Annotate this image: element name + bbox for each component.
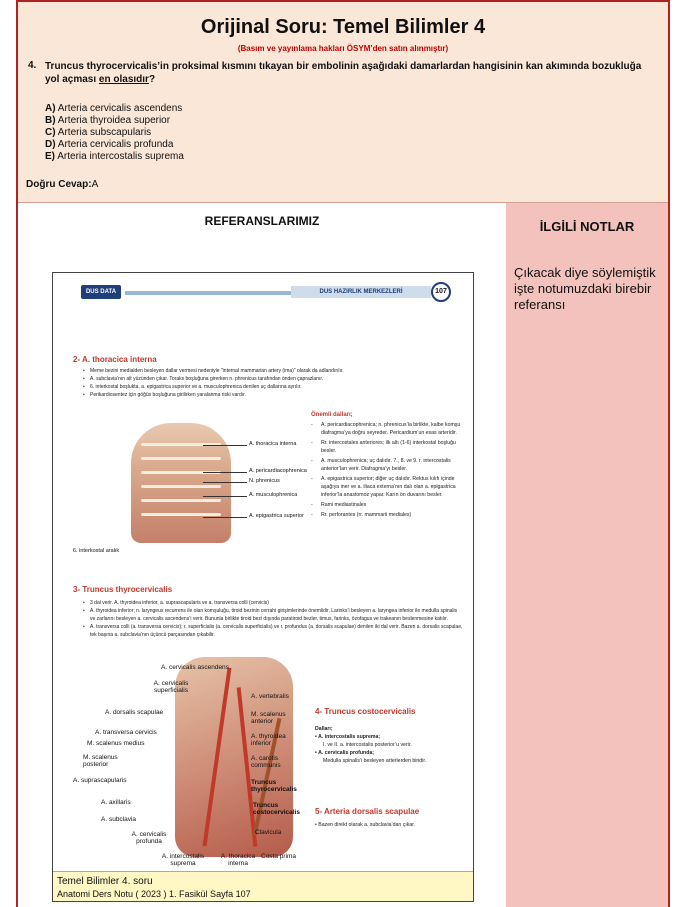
source-footer	[53, 871, 473, 902]
fig2-label: A. intercostalis suprema	[161, 853, 205, 867]
option-e: E) Arteria intercostalis suprema	[45, 151, 184, 162]
section1-bullets	[83, 367, 463, 399]
footer-line1: Temel Bilimler 4. soru	[57, 876, 153, 887]
section-truncus-costocervicalis: 4- Truncus costocervicalis	[315, 707, 416, 716]
fig2-label: A. dorsalis scapulae	[105, 709, 164, 716]
fig2-label: Clavicula	[255, 829, 282, 836]
list-item: • 3 dal verir. A. thyroidea inferior, a. suprascapularis ve a. transversa colli (cervicis)	[83, 599, 463, 607]
list-item: • Perikardiosentez için göğüs boşluğuna girilirken yaralanma riski vardır.	[83, 391, 463, 399]
option-a: A) Arteria cervicalis ascendens	[45, 103, 183, 114]
fig2-label: A. suprascapularis	[73, 777, 127, 784]
option-b: B) Arteria thyroidea superior	[45, 115, 171, 126]
list-item: • A. thyroidea inferior; n. laryngeus recurrens ile olan komşuluğu, tiroid bezinin cerrahi girişimlerinde önemlidir. Larinks’i besleyen a. laryngea inferior ile medulla spinalis ve zarlarını besleyen a. cervicalis ascendens’i verir. Bununla birlikte tiroid bezi dışında paratiroid bezler, timus, farinks, özofagus ve trakeanın beslenmesine katılır.	[83, 607, 463, 623]
book-page-header	[53, 281, 474, 307]
section-dorsalis-scapulae: 5- Arteria dorsalis scapulae	[315, 807, 420, 816]
notes-title: İLGİLİ NOTLAR	[539, 219, 635, 234]
fig2-label: A. cervicalis ascendens	[161, 664, 229, 671]
copyright-note: (Basım ve yayınlama hakları ÖSYM’den satın alınmıştır)	[237, 44, 449, 53]
fig1-label: A. musculophrenica	[249, 492, 298, 498]
fig2-label: M. scalenus medius	[87, 740, 145, 747]
list-item: - A. epigastrica superior; diğer uç dalıdır. Rektus kılıfı içinde aşağıya iner ve a. iliaca externa’nın dalı olan a. epigastrica inferior’la anastomoz yapar. Karın ön duvarını besler.	[311, 475, 461, 499]
fig1-label: A. pericardiacophrenica	[249, 468, 307, 474]
notes-panel	[506, 203, 668, 907]
option-c: C) Arteria subscapularis	[45, 127, 152, 138]
thorax-illustration	[131, 423, 231, 543]
footer-line2: Anatomi Ders Notu ( 2023 ) 1. Fasikül Sayfa 107	[57, 889, 251, 899]
option-d: D) Arteria cervicalis profunda	[45, 139, 174, 150]
fig2-label: Truncus thyrocervicalis	[251, 779, 297, 793]
list-item: - Rami mediastinales	[311, 501, 461, 509]
fig2-label: A. axillaris	[101, 799, 131, 806]
question-text: Truncus thyrocervicalis’in proksimal kısmını tıkayan bir embolinin aşağıdaki damarlardan hangisinin kan akımında bozukluğa yol açması en olasıdır?	[45, 61, 642, 85]
fig2-label: Costa prima	[261, 853, 297, 860]
list-item: • A. transversa colli (a. transversa cervicis); r. superficialis (a. cervicalis superficialis) ve r. profundus (a. dorsalis scapulae) denilen iki dal verir. Bazen a. dorsalis scapulae, tek başına a. subclavia’nın üçüncü parçasından çıkabilir.	[83, 623, 463, 639]
fig2-label: Truncus costocervicalis	[253, 802, 300, 816]
important-branches: Önemli dalları; - A. pericardiacophrenica; n. phrenicus’la birlikte, kalbe komşu diafragma’ya doğru seyreder. Pericardium’un esas arteridir. - Rr. intercostales anteriores; ilk altı (1-6) interkostal boşluğu besler. - A. musculophrenica; uç dalıdır. 7., 8. ve 9. r. intercostalis anterior’ları verir. Diafragma’yı besler. - A. epigastrica superior; diğer uç dalıdır. Rektus kılıfı içinde aşağıya iner ve a. iliaca externa’nın dalı olan a. epigastrica inferior’la anastomoz yapar. Karın ön duvarını besler. - Rami mediastinales - Rr. perforantes (rr. mammarii mediales)	[311, 411, 461, 519]
notes-text: Çıkacak diye söylemiştik işte notumuzdaki birebir referansı	[514, 265, 656, 312]
correct-answer: Doğru Cevap:A	[26, 179, 99, 190]
fig2-label: A. vertebralis	[251, 693, 289, 700]
dusdata-logo: DUS DATA	[81, 285, 121, 299]
fig1-label: 6. interkostal aralık	[73, 548, 120, 554]
book-page-image	[52, 272, 474, 902]
fig1-label: A. thoracica interna	[249, 441, 297, 447]
question-panel	[18, 2, 668, 202]
section4-body: • Bazen direkt olarak a. subclavia’dan çıkar.	[315, 822, 416, 828]
list-item: • A. subclavia’nın alt yüzünden çıkar. Toraks boşluğuna girerken n. phrenicus tarafından önden çaprazlanır.	[83, 375, 463, 383]
list-item: - Rr. intercostales anteriores; ilk altı (1-6) interkostal boşluğu besler.	[311, 439, 461, 455]
list-item: - Rr. perforantes (rr. mammarii mediales)	[311, 511, 461, 519]
fig1-label: A. epigastrica superior	[249, 513, 304, 519]
list-item: • 6. interkostal boşlukta, a. epigastrica superior ve a. musculophrenica denilen uç dallarına ayrılır.	[83, 383, 463, 391]
question-number: 4.	[28, 60, 37, 71]
fig2-label: A. cervicalis profunda	[131, 831, 167, 845]
fig1-label: N. phrenicus	[249, 478, 280, 484]
list-item: - A. musculophrenica; uç dalıdır. 7., 8. ve 9. r. intercostalis anterior’ları verir. Diafragma’yı besler.	[311, 457, 461, 473]
answer-options	[45, 103, 184, 163]
fig2-label: A. cervicalis superficialis	[153, 680, 189, 694]
question-emphasis: en olasıdır	[98, 74, 149, 85]
fig2-label: A. carotis communis	[251, 755, 281, 769]
section-thoracica-interna: 2- A. thoracica interna	[73, 355, 157, 364]
fig2-label: A. transversa cervicis	[95, 729, 157, 736]
page-number: 107	[431, 282, 451, 302]
page-title: Orijinal Soru: Temel Bilimler 4	[200, 16, 486, 38]
fig2-label: M. scalenus anterior	[251, 711, 286, 725]
fig2-label: A. thoracica interna	[220, 853, 256, 867]
list-item: • Meme bezini medialden besleyen dallar vermesi nedeniyle "internal mammarian artery (ima)" olarak da adlandırılır.	[83, 367, 463, 375]
references-title: REFERANSLARIMIZ	[204, 214, 320, 228]
list-item: - A. pericardiacophrenica; n. phrenicus’la birlikte, kalbe komşu diafragma’ya doğru seyreder. Pericardium’un esas arteridir.	[311, 421, 461, 437]
header-label: DUS HAZIRLIK MERKEZLERİ	[291, 286, 431, 298]
section3-body: Dalları; • A. intercostalis suprema; I. ve II. a. intercostalis posterior’u verir. • A. cervicalis profunda; Medulla spinalis’i besleyen arterlerden biridir.	[315, 726, 427, 764]
fig2-label: M. scalenus posterior	[83, 754, 118, 768]
section-truncus-thyrocervicalis: 3- Truncus thyrocervicalis	[73, 585, 173, 594]
fig2-label: A. thyroidea inferior	[251, 733, 286, 747]
section2-bullets	[83, 599, 463, 639]
fig2-label: A. subclavia	[101, 816, 137, 823]
